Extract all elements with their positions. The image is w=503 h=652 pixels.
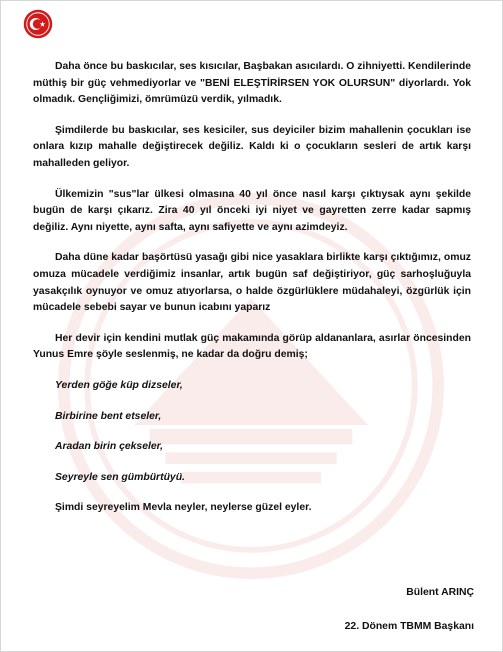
poem-line-2: Birbirine bent etseler,: [55, 410, 162, 422]
paragraph-5: Her devir için kendini mutlak güç makamında görüp aldananlara, asırlar öncesinden Yunus Emre şöyle seslenmiş, ne kadar da doğru demiş;: [33, 332, 471, 361]
letter-body: [33, 59, 471, 531]
paragraph-3: Ülkemizin "sus"lar ülkesi olmasına 40 yıl önce nasıl karşı çıktıysak aynı şekilde bugün de karşı çıkarız. Zira 40 yıl önceki iyi niyet ve gayretten zerre kadar sapmış değiliz. Aynı niyette, aynı safta, aynı safiyette ve aynı azimdeyiz.: [33, 188, 471, 233]
poem-quote: [55, 378, 471, 486]
signature-name: Bülent ARINÇ: [406, 587, 474, 598]
paragraph-4: Daha düne kadar başörtüsü yasağı gibi nice yasaklara birlikte karşı çıktığımız, omuz omuza mücadele verdiğimiz insanlar, artık bugün saf değiştiriyor, güç sarhoşluğuyla yasakçılık oynuyor ve omuz atıyorlarsa, o halde özgürlüklere müdahaleyi, özgürlük için mücadele sebebi sayar ve bunun icabını yaparız: [33, 252, 471, 314]
closing-line: Şimdi seyreyelim Mevla neyler, neylerse güzel eyler.: [55, 502, 312, 514]
poem-line-3: Aradan birin çekseler,: [55, 441, 164, 453]
signature-title: 22. Dönem TBMM Başkanı: [344, 621, 474, 632]
poem-line-1: Yerden göğe küp dizseler,: [55, 379, 183, 391]
poem-line-4: Seyreyle sen gümbürtüyü.: [55, 471, 185, 483]
tbmm-logo-icon: [23, 9, 53, 39]
paragraph-1: Daha önce bu baskıcılar, ses kısıcılar, Başbakan asıcılardı. O zihniyetti. Kendilerinde müthiş bir güç vehmediyorlar ve "BENİ ELEŞTİRİRSEN YOK OLURSUN" diyorlardı. Yok olmadık. Gençliğimizi, ömrümüzü verdik, yılmadık.: [33, 61, 471, 106]
paragraph-2: Şimdilerde bu baskıcılar, ses kesiciler, sus deyiciler bizim mahallenin çocukları ise onlara kızıp mahalle değiştirecek değiliz. Kaldı ki o çocukların sesleri de artık karşı mahalleden geliyor.: [33, 124, 471, 169]
